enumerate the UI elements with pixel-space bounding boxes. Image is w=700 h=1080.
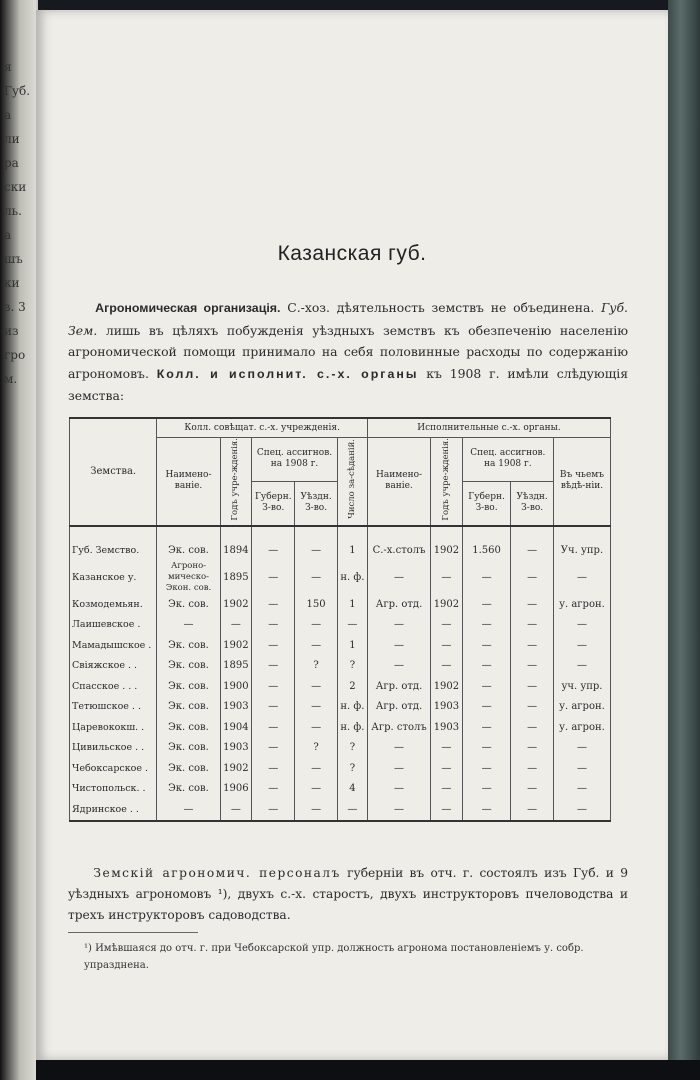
intro-text3: къ 1908 г. имѣли слѣдующія земства: xyxy=(68,365,629,403)
table-cell: 2 xyxy=(337,676,367,697)
table-cell: 1895 xyxy=(220,561,252,594)
table-cell: — xyxy=(252,635,295,656)
table-cell: — xyxy=(511,676,554,697)
table-cell: — xyxy=(252,799,295,821)
table-cell: — xyxy=(252,758,295,779)
intro-text1: С.-хоз. дѣятельность земствъ не объединена. xyxy=(280,300,602,315)
table-cell: — xyxy=(295,717,338,738)
table-cell: Агр. отд. xyxy=(367,594,430,615)
table-cell: Эк. сов. xyxy=(157,717,220,738)
table-row xyxy=(70,758,611,779)
table-cell: — xyxy=(252,594,295,615)
cell-zemstvo-name: Спасское . . . xyxy=(70,676,157,697)
table-cell: — xyxy=(295,697,338,718)
prev-page-fragment: а xyxy=(4,108,12,122)
prev-page-fragment: ра xyxy=(4,156,19,170)
intro-spaced: Колл. и исполнит. с.-х. органы xyxy=(156,366,419,381)
table-cell: 1 xyxy=(337,526,367,562)
cell-zemstvo-name: Чистопольск. . xyxy=(70,779,157,800)
table-cell: — xyxy=(462,676,511,697)
table-cell: 1 xyxy=(337,635,367,656)
table-row xyxy=(70,635,611,656)
table-row xyxy=(70,656,611,677)
table-row xyxy=(70,561,611,594)
table-cell: — xyxy=(337,799,367,821)
table-cell: 4 xyxy=(337,779,367,800)
prev-page-fragment: з. 3 xyxy=(4,300,26,314)
table-cell: 1900 xyxy=(220,676,252,697)
col-guberн-1: Губерн. З-во. xyxy=(252,481,295,526)
cell-zemstvo-name: Лаишевское . xyxy=(70,615,157,636)
table-cell: н. ф. xyxy=(337,717,367,738)
table-body xyxy=(70,526,611,821)
col-asign-1: Спец. ассигнов. на 1908 г. xyxy=(252,438,338,482)
table-cell: 1904 xyxy=(220,717,252,738)
table-cell: — xyxy=(367,561,430,594)
table-cell: — xyxy=(431,561,463,594)
table-cell: Уч. упр. xyxy=(553,526,610,562)
table-cell: — xyxy=(462,758,511,779)
table-cell: — xyxy=(295,526,338,562)
table-cell: — xyxy=(431,615,463,636)
table-cell: — xyxy=(511,656,554,677)
prev-page-fragment: Губ. xyxy=(4,84,31,98)
table-cell: — xyxy=(511,594,554,615)
table-cell: — xyxy=(431,758,463,779)
table-cell: 1.560 xyxy=(462,526,511,562)
table-cell: — xyxy=(252,656,295,677)
table-cell: Эк. сов. xyxy=(157,594,220,615)
prev-page-fragment: шъ xyxy=(4,252,23,266)
table-cell: — xyxy=(462,656,511,677)
prev-page-fragment: а xyxy=(4,228,12,242)
table-cell: — xyxy=(511,717,554,738)
book-page xyxy=(36,10,668,1060)
table-cell: 1 xyxy=(337,594,367,615)
col-naim-2: Наимено-ваніе. xyxy=(367,438,430,526)
table-cell: — xyxy=(295,779,338,800)
staff-paragraph xyxy=(68,863,628,926)
table-cell: — xyxy=(252,526,295,562)
table-row xyxy=(70,676,611,697)
intro-italic: Губ. Зем. xyxy=(68,300,628,338)
table-cell: Эк. сов. xyxy=(157,676,220,697)
table-cell: — xyxy=(462,697,511,718)
col-vchem: Въ чьемъ вѣдѣ-ніи. xyxy=(553,438,610,526)
table-cell: уч. упр. xyxy=(553,676,610,697)
table-row xyxy=(70,615,611,636)
table-cell: — xyxy=(462,779,511,800)
table-cell: — xyxy=(553,561,610,594)
table-cell: — xyxy=(553,758,610,779)
table-cell: ? xyxy=(337,656,367,677)
cell-zemstvo-name: Губ. Земство. xyxy=(70,526,157,562)
col-god-1: Годъ учре-жденія. xyxy=(220,438,252,526)
table-cell: — xyxy=(367,635,430,656)
table-cell: С.-х.столъ xyxy=(367,526,430,562)
table-cell: — xyxy=(431,738,463,759)
table-cell: 1902 xyxy=(220,635,252,656)
table-cell: — xyxy=(220,615,252,636)
col-chislo: Число за-сѣданій. xyxy=(337,438,367,526)
table-cell: Агр. отд. xyxy=(367,697,430,718)
table-cell: Эк. сов. xyxy=(157,526,220,562)
table-cell: — xyxy=(431,799,463,821)
prev-page-fragment: ли xyxy=(4,132,20,146)
table-row xyxy=(70,779,611,800)
table-cell: 1903 xyxy=(220,738,252,759)
table-cell: — xyxy=(431,656,463,677)
cell-zemstvo-name: Цивильское . . xyxy=(70,738,157,759)
table-cell: — xyxy=(511,779,554,800)
intro-text2: лишь въ цѣляхъ побужденія уѣздныхъ земствъ къ обезпеченію населенію агрономической помощи принимало на себя половинные расходы по содержанію агрономовъ. xyxy=(68,322,628,381)
table-row xyxy=(70,799,611,821)
table-cell: ? xyxy=(295,656,338,677)
table-cell: — xyxy=(252,561,295,594)
table-cell: 1906 xyxy=(220,779,252,800)
table-cell: — xyxy=(367,615,430,636)
prev-page-fragment: гро xyxy=(4,348,26,362)
table-row xyxy=(70,738,611,759)
cell-zemstvo-name: Тетюшское . . xyxy=(70,697,157,718)
book-cover-right xyxy=(668,0,700,1080)
footnote-rule xyxy=(68,932,198,933)
table-cell: — xyxy=(511,635,554,656)
table-cell: — xyxy=(252,779,295,800)
table-cell: Эк. сов. xyxy=(157,635,220,656)
table-row xyxy=(70,526,611,562)
table-cell: — xyxy=(553,615,610,636)
table-cell: Эк. сов. xyxy=(157,738,220,759)
table-cell: — xyxy=(367,758,430,779)
table-cell: — xyxy=(157,799,220,821)
table-cell: у. агрон. xyxy=(553,717,610,738)
table-cell: Эк. сов. xyxy=(157,758,220,779)
cell-zemstvo-name: Ядринское . . xyxy=(70,799,157,821)
table-cell: 1903 xyxy=(431,717,463,738)
table-cell: 1902 xyxy=(431,676,463,697)
table-cell: ? xyxy=(337,738,367,759)
table-cell: Агр. отд. xyxy=(367,676,430,697)
table-cell: у. агрон. xyxy=(553,697,610,718)
table-cell: Эк. сов. xyxy=(157,697,220,718)
col-zemstva: Земства. xyxy=(70,418,157,526)
table-row xyxy=(70,594,611,615)
table-cell: — xyxy=(252,615,295,636)
table-cell: — xyxy=(367,779,430,800)
col-god-2: Годъ учре-жденія. xyxy=(431,438,463,526)
table-cell: у. агрон. xyxy=(553,594,610,615)
table-cell: — xyxy=(553,779,610,800)
table-cell: — xyxy=(367,799,430,821)
table-cell: — xyxy=(431,779,463,800)
table-cell: — xyxy=(462,635,511,656)
table-cell: 1902 xyxy=(220,758,252,779)
footnote: ¹) Имѣвшаяся до отч. г. при Чебоксарской упр. должность агронома постановленіемъ у. собр. упразднена. xyxy=(84,943,584,971)
cell-zemstvo-name: Мамадышское . xyxy=(70,635,157,656)
table-cell: 150 xyxy=(295,594,338,615)
table-cell: Агр. столъ xyxy=(367,717,430,738)
table-cell: — xyxy=(252,738,295,759)
table-cell: — xyxy=(462,717,511,738)
table-cell: ? xyxy=(295,738,338,759)
table-cell: — xyxy=(511,615,554,636)
table-cell: 1903 xyxy=(220,697,252,718)
table-cell: — xyxy=(295,676,338,697)
table-cell: ? xyxy=(337,758,367,779)
prev-page-fragment: ки xyxy=(4,276,20,290)
table-row xyxy=(70,697,611,718)
staff-text: губерніи въ отч. г. состоялъ изъ Губ. и 9 уѣздныхъ агрономовъ ¹), двухъ с.-х. старостъ, двухъ инструкторовъ пчеловодства и трехъ инструкторовъ садоводства. xyxy=(68,866,628,922)
table-cell: — xyxy=(553,738,610,759)
col-uezd-2: Уѣздн. З-во. xyxy=(511,481,554,526)
col-asign-2: Спец. ассигнов. на 1908 г. xyxy=(462,438,553,482)
table-cell: — xyxy=(295,635,338,656)
intro-paragraph xyxy=(68,297,628,407)
table-cell: — xyxy=(220,799,252,821)
table-cell: н. ф. xyxy=(337,697,367,718)
table-cell: — xyxy=(511,758,554,779)
table-cell: 1895 xyxy=(220,656,252,677)
table-cell: — xyxy=(295,615,338,636)
table-cell: 1894 xyxy=(220,526,252,562)
cell-zemstvo-name: Чебоксарское . xyxy=(70,758,157,779)
table-row xyxy=(70,717,611,738)
table-cell: 1903 xyxy=(431,697,463,718)
table-cell: — xyxy=(511,561,554,594)
table-cell: — xyxy=(511,526,554,562)
table-cell: — xyxy=(553,799,610,821)
prev-page-fragment: м. xyxy=(4,372,18,386)
prev-page-fragment: ски xyxy=(4,180,27,194)
col-uezd-1: Уѣздн. З-во. xyxy=(295,481,338,526)
prev-page-fragment: из xyxy=(4,324,19,338)
page-title: Казанская губ. xyxy=(277,242,427,265)
group-isp: Исполнительные с.-х. органы. xyxy=(367,418,610,438)
table-cell: Эк. сов. xyxy=(157,656,220,677)
table-cell: — xyxy=(462,561,511,594)
table-cell: — xyxy=(367,738,430,759)
table-cell: — xyxy=(252,676,295,697)
group-koll: Колл. совѣщат. с.-х. учрежденія. xyxy=(157,418,368,438)
cell-zemstvo-name: Казанское у. xyxy=(70,561,157,594)
table-cell: — xyxy=(462,799,511,821)
table-cell: — xyxy=(462,738,511,759)
staff-spaced: Земскій агрономич. персоналъ xyxy=(93,866,341,880)
zemstva-table xyxy=(69,417,611,822)
cell-zemstvo-name: Козмодемьян. xyxy=(70,594,157,615)
table-cell: — xyxy=(511,697,554,718)
table-cell: н. ф. xyxy=(337,561,367,594)
prev-page-fragment: я xyxy=(4,60,12,74)
col-guberн-2: Губерн. З-во. xyxy=(462,481,511,526)
table-cell: — xyxy=(337,615,367,636)
table-cell: — xyxy=(367,656,430,677)
table-cell: — xyxy=(295,799,338,821)
table-cell: — xyxy=(511,738,554,759)
intro-lead: Агрономическая организація. xyxy=(95,301,281,315)
table-cell: 1902 xyxy=(431,594,463,615)
table-cell: — xyxy=(553,656,610,677)
table-cell: — xyxy=(462,594,511,615)
table-cell: — xyxy=(431,635,463,656)
table-cell: — xyxy=(252,717,295,738)
table-cell: — xyxy=(157,615,220,636)
table-cell: Эк. сов. xyxy=(157,779,220,800)
table-cell: — xyxy=(295,561,338,594)
table-cell: — xyxy=(252,697,295,718)
previous-page-edge xyxy=(0,0,36,1080)
cell-zemstvo-name: Свіяжское . . xyxy=(70,656,157,677)
prev-page-fragment: ль. xyxy=(4,204,22,218)
cell-zemstvo-name: Царевококш. . xyxy=(70,717,157,738)
table-cell: — xyxy=(511,799,554,821)
table-cell: — xyxy=(295,758,338,779)
table-cell: Агроно-мическо-Экон. сов. xyxy=(157,561,220,594)
table-cell: — xyxy=(553,635,610,656)
page-bottom-shadow xyxy=(36,1060,700,1080)
table-cell: 1902 xyxy=(220,594,252,615)
table-cell: 1902 xyxy=(431,526,463,562)
table-cell: — xyxy=(462,615,511,636)
col-naim-1: Наимено-ваніе. xyxy=(157,438,220,526)
